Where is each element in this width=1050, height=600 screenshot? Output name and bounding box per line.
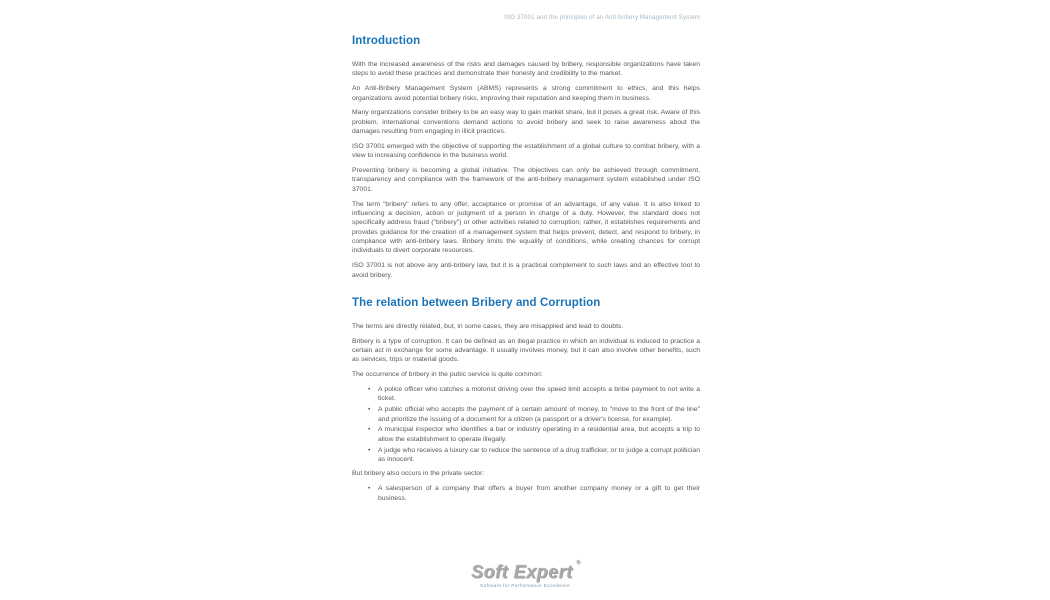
page-content	[352, 0, 700, 508]
paragraph: The terms are directly related, but, in some cases, they are misapplied and lead to doubts.	[352, 322, 624, 330]
section-title-relation: The relation between Bribery and Corruption	[352, 296, 601, 309]
page-footer	[313, 562, 737, 589]
list-item: • A judge who receives a luxury car to reduce the sentence of a drug trafficker, or to judge a corrupt politician as innocent.	[378, 446, 700, 465]
public-sector-bullet-list	[352, 385, 700, 464]
paragraph: ISO 37001 emerged with the objective of supporting the establishment of a global culture to combat bribery, with a view to increasing confidence in the business world.	[352, 142, 700, 160]
list-item: • A salesperson of a company that offers a buyer from another company money or a gift to get their business.	[378, 484, 700, 503]
logo-tagline: Software for Performance Excellence	[480, 584, 570, 589]
paragraph: Bribery is a type of corruption. It can be defined as an illegal practice in which an individual is induced to practice a certain act in exchange for some advantage. It usually involves money, but it can also involve other benefits, such as services, trips or material goods.	[352, 337, 700, 364]
running-header: ISO 37001 and the principles of an Anti-bribery Management System	[504, 15, 700, 21]
paragraph: ISO 37001 is not above any anti-bribery law, but it is a practical complement to such laws and an effective tool to avoid bribery.	[352, 262, 700, 279]
paragraph: Many organizations consider bribery to be an easy way to gain market share, but it poses a great risk. Aware of this problem, international conventions demand actions to avoid bribery and seek to raise awareness about the damages resulting from engaging in illicit practices.	[352, 109, 700, 136]
paragraph: But bribery also occurs in the private sector:	[352, 470, 485, 478]
registered-trademark-icon: ®	[576, 560, 581, 566]
list-item: • A police officer who catches a motorist driving over the speed limit accepts a bribe payment to not write a ticket.	[378, 385, 700, 404]
list-item: • A municipal inspector who identifies a bar or industry operating in a residential area, but accepts a trip to allow the establishment to operate illegally.	[378, 425, 700, 444]
paragraph: Preventing bribery is becoming a global initiative. The objectives can only be achieved through commitment, transparency and compliance with the framework of the anti-bribery management system established under ISO 37001.	[352, 167, 700, 193]
paragraph: With the increased awareness of the risks and damages caused by bribery, responsible organizations have taken steps to avoid these practices and demonstrate their honesty and credibility to the market.	[352, 61, 700, 78]
paragraph: An Anti-Bribery Management System (ABMS) represents a strong commitment to ethics, and this helps organizations avoid potential bribery risks, improving their reputation and keeping them in business.	[352, 85, 700, 102]
private-sector-bullet-list	[352, 484, 700, 503]
paragraph: The term "bribery" refers to any offer, acceptance or promise of an advantage, of any value. It is also linked to influencing a decision, action or judgment of a person in charge of a duty. However, the standard does not specifically address fraud ("bribery") or other activities related to corruption; rather, it establishes requirements and provides guidance for the creation of a management system that helps prevent, detect, and respond to bribery, in compliance with anti-bribery laws. Bribery limits the equality of conditions, while creating chances for corrupt individuals to divert corporate resources.	[352, 200, 700, 255]
logo-text: Soft Expert	[471, 562, 573, 582]
list-item: • A public official who accepts the payment of a certain amount of money, to "move to the front of the line" and prioritize the issuing of a document for a citizen (a passport or a driver's license, for example).	[378, 405, 700, 424]
paragraph: The occurrence of bribery in the pubic service is quite common:	[352, 371, 543, 379]
softexpert-logo	[471, 562, 579, 583]
section-title-introduction: Introduction	[352, 35, 421, 47]
document-page	[313, 0, 737, 600]
